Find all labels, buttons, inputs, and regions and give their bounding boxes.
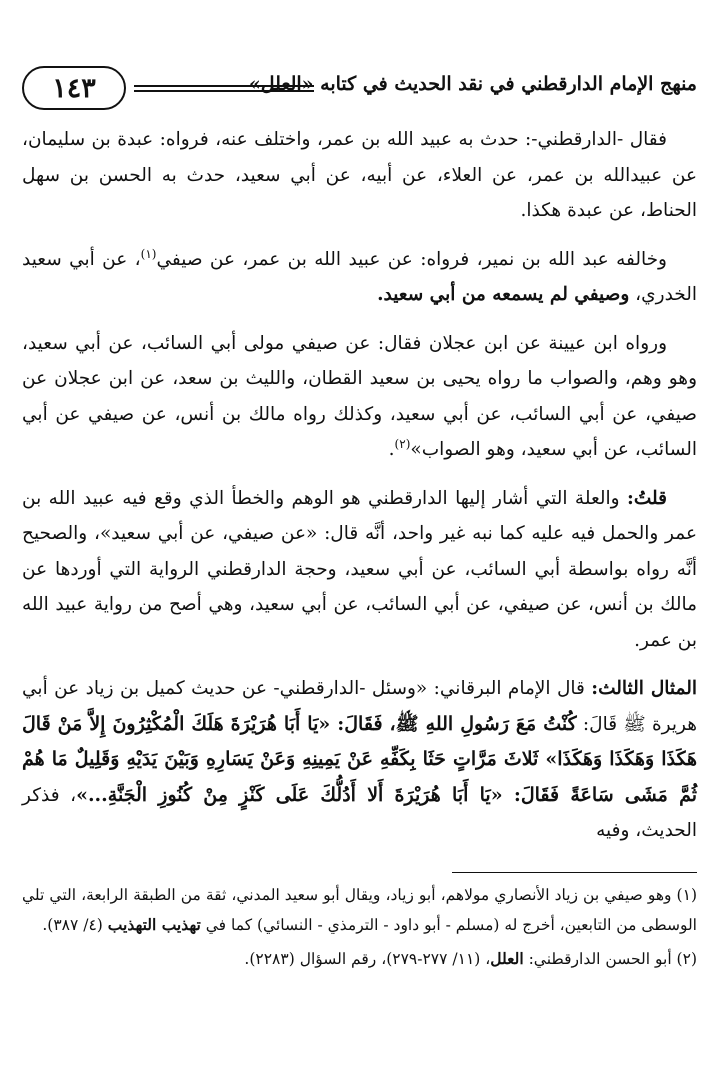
main-text bbox=[22, 122, 697, 862]
paragraph-3-end: . bbox=[388, 439, 395, 460]
paragraph-5-lead: المثال الثالث: bbox=[591, 678, 697, 699]
paragraph-4 bbox=[22, 481, 697, 659]
footnote-1-end: (٤/ ٣٨٧). bbox=[42, 916, 108, 934]
footnote-1-text: (١) وهو صيفي بن زياد الأنصاري مولاهم، أبو زياد، ويقال أبو سعيد المدني، ثقة من الطبقة الرابعة، التي تلي الوسطى من التابعين، أخرج له (مسلم - أبو داود - الترمذي - النسائي) كما في bbox=[22, 886, 697, 934]
paragraph-1-text: فقال -الدارقطني-: حدث به عبيد الله بن عمر، واختلف عنه، فرواه: عبدة بن سليمان، عن عبيدالله بن عمر، عن العلاء، عن أبيه، عن أبي سعيد، حدث به الحسن بن سهل الحناط، عن عبدة هكذا. bbox=[22, 129, 697, 221]
page-number: ١٤٣ bbox=[22, 66, 126, 110]
paragraph-5 bbox=[22, 671, 697, 849]
paragraph-5-end: ، فذكر الحديث، وفيه bbox=[22, 784, 697, 841]
paragraph-2-text: وخالفه عبد الله بن نمير، فرواه: عن عبيد الله بن عمر، عن صيفي bbox=[156, 248, 667, 270]
paragraph-2-text-cont: ، عن أبي سعيد الخدري، bbox=[22, 248, 697, 305]
running-title: منهج الإمام الدارقطني في نقد الحديث في كتابه «العلل» bbox=[248, 73, 697, 95]
footnote-separator bbox=[452, 872, 697, 873]
paragraph-3-text: ورواه ابن عيينة عن ابن عجلان فقال: عن صيفي مولى أبي السائب، عن أبي سعيد، وهو وهم، والصواب ما رواه يحيى بن سعيد القطان، والليث بن سعد، عن ابن عجلان عن صيفي، عن أبي السائب، عن أبي سعيد، وكذلك رواه مالك بن أنس، عن صيفي عن أبي السائب، عن أبي سعيد، وهو الصواب» bbox=[22, 332, 697, 460]
footnote-1 bbox=[22, 880, 697, 940]
paragraph-3 bbox=[22, 326, 697, 468]
footnote-2-text: (٢) أبو الحسن الدارقطني: bbox=[523, 950, 697, 968]
hadith-quote: كُنْتُ مَعَ رَسُولِ اللهِ ﷺ، فَقَالَ: «يَا أَبَا هُرَيْرَةَ هَلَكَ الْمُكْثِرُونَ إِلاَّ مَنْ قَالَ هَكَذَا وَهَكَذَا وَهَكَذَا» ثَلاثَ مَرَّاتٍ حَثَا بِكَفِّهِ عَنْ يَمِينِهِ وَعَنْ يَسَارِهِ وَبَيْنَ يَدَيْهِ وَقَلِيلٌ مَا هُمْ ثُمَّ مَشَى سَاعَةً فَقَالَ: «يَا أَبَا هُرَيْرَةَ أَلا أَدُلُّكَ عَلَى كَنْزٍ مِنْ كُنُوزِ الْجَنَّةِ...» bbox=[22, 712, 697, 806]
paragraph-1 bbox=[22, 122, 697, 229]
footnote-2 bbox=[22, 944, 697, 974]
footnote-1-bold: تهذيب التهذيب bbox=[107, 915, 201, 934]
footnote-ref-2[interactable]: (٢) bbox=[394, 436, 411, 451]
footnotes bbox=[22, 880, 697, 978]
footnote-2-end: ، (١١/ ٢٧٧-٢٧٩)، رقم السؤال (٢٢٨٣). bbox=[244, 950, 491, 968]
page-header bbox=[22, 66, 697, 116]
paragraph-5-text: قال الإمام البرقاني: «وسئل -الدارقطني- عن حديث كميل بن زياد عن أبي هريرة ﷺ قَالَ: bbox=[22, 678, 697, 735]
paragraph-4-lead: قلتُ: bbox=[627, 487, 667, 509]
footnote-ref-1[interactable]: (١) bbox=[140, 246, 157, 261]
paragraph-2 bbox=[22, 242, 697, 313]
paragraph-2-bold: وصيفي لم يسمعه من أبي سعيد. bbox=[377, 284, 630, 305]
paragraph-4-text: والعلة التي أشار إليها الدارقطني هو الوهم والخطأ الذي وقع فيه عبيد الله بن عمر والحمل فيه عليه كما نبه غير واحد، أنَّه قال: «عن صيفي، عن أبي سعيد»، والصحيح أنَّه رواه بواسطة أبي السائب، عن أبي سعيد، وحجة الدارقطني الرواية التي أوردها عن مالك بن أنس، عن صيفي، عن أبي السائب، عن أبي سعيد، وهي أصح من رواية عبيد الله بن عمر. bbox=[22, 487, 697, 651]
footnote-2-bold: العلل bbox=[490, 949, 524, 968]
